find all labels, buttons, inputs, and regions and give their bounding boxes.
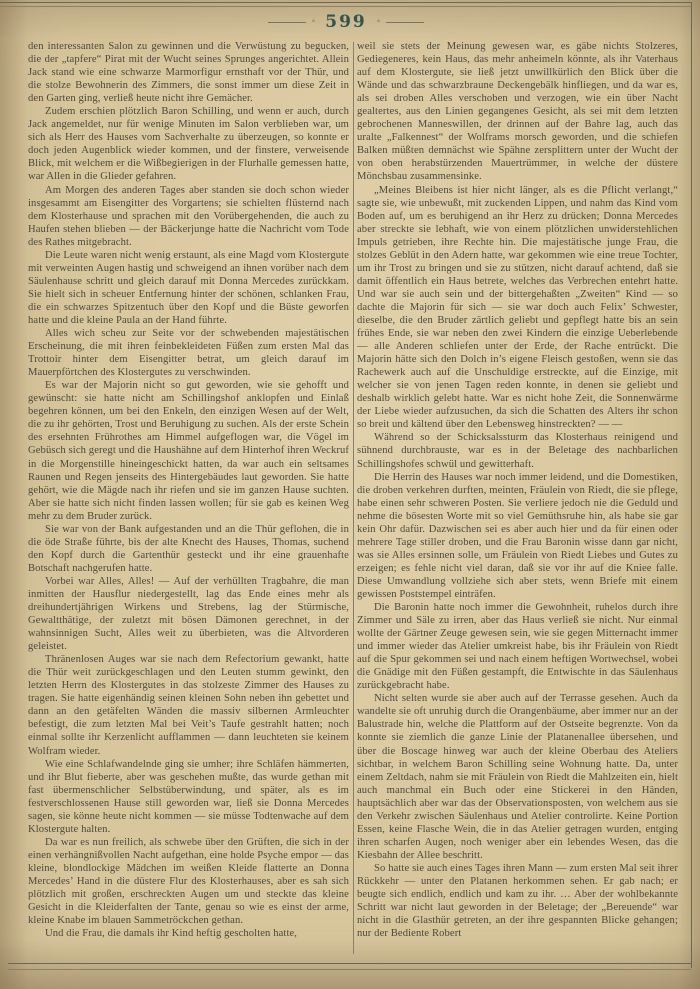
- page-number: 599: [325, 12, 367, 32]
- paragraph: Die Herrin des Hauses war noch immer leidend, und die Domestiken, die droben verkehren durften, meinten, Fräulein von Riedt, die sie pflege, habe einen sehr schweren Posten. Sie verliere jedoch nie die Geduld und nehme die bösesten Worte mit so viel Gemüthsruhe hin, als habe sie gar kein Ohr dafür. Dazwischen sei es aber auch hier und da für einen oder mehrere Tage stiller droben, und die Frau Baronin wisse dann gar nicht, was sie Alles ersinnen solle, um Fräulein von Riedt Liebes und Gutes zu erzeigen; es fehle nicht viel daran, daß sie vor ihr auf die Kniee falle. Diese Umwandlung vollziehe sich aber stets, wenn Briefe mit einem gewissen Poststempel einträfen.: [357, 471, 678, 600]
- paragraph: Die Baronin hatte noch immer die Gewohnheit, ruhelos durch ihre Zimmer und Säle zu irren, aber das Haus verließ sie nicht. Nur einmal wollte der Gärtner Zeuge gewesen sein, wie sie gegen Mitternacht immer und immer wieder das Atelier umkreist habe, bis ihr Fräulein von Riedt auf die Spur gekommen sei und nach einem heftigen Wortwechsel, wobei die Gnädige mit den Füßen gestampft, die Entwischte in das Säulenhaus zurückgebracht habe.: [357, 602, 678, 692]
- paragraph: Es war der Majorin nicht so gut geworden, wie sie gehofft und gewünscht: sie hatte nicht am Schillingshof anklopfen und Einlaß begehren können, um bei den Enkeln, den einzigen Wesen auf der Welt, die zu ihr gehörten, Trost und Beruhigung zu suchen. Als der erste Schein des ersehnten Frührothes am Himmel aufgeflogen war, die Vögel im Gebüsch sich geregt und die Haushähne auf dem Hinterhof ihren Weckruf in die Morgenstille hineingeschickt hatten, da war auch ein seltsames Raunen und Regen jenseits des Hintergebäudes laut geworden. Sie hatte gehört, wie die Mägde nach ihr riefen und sie im ganzen Hause suchten. Aber sie hatte sich nicht finden lassen wollen; für sie gab es keinen Weg mehr zu dem Bruder zurück.: [28, 380, 349, 522]
- ornament-circle-right: ◦: [376, 16, 381, 27]
- top-rule-inner: [0, 6, 692, 7]
- paragraph: Da war es nun freilich, als schwebe über den Grüften, die sich in der einen verhängnißvollen Nacht aufgethan, eine holde Psyche empor — das kleine, blondlockige Mädchen im weißen Kleide flatterte an Donna Mercedes’ Hand in die düstere Flur des Klosterhauses, aber es sah sich plötzlich mit großen, erschreckten Augen um und steckte das kleine Gesicht in die Kleiderfalten der Tante, genau so wie es einst der arme, kleine Knabe im blauen Sammetröckchen gethan.: [28, 836, 349, 927]
- paragraph: So hatte sie auch eines Tages ihren Mann — zum ersten Mal seit ihrer Rückkehr — unter den Platanen herkommen sehen. Er gab nach; er beugte sich endlich, endlich und kam zu ihr. … Aber der wohlbekannte Schritt war nicht laut geworden in der Beletage; der „Bereuende“ war nicht in die Glasthür getreten, an der ihre gespannten Blicke gehangen; nur der Bediente Robert: [357, 862, 678, 940]
- paragraph: Nicht selten wurde sie aber auch auf der Terrasse gesehen. Auch da wandelte sie oft unruhig durch die Orangenbäume, aber immer nur an der Balustrade hin, welche die Plattform auf der Ostseite begrenzte. Von da konnte sie ziemlich die ganze Linie der Platanenallee übersehen, und über die Boscage hinweg war auch der kleine Oberbau des Ateliers sichtbar, in welchem Baron Schilling seine Wohnung hatte. Da, unter einem Zeltdach, nahm sie mit Fräulein von Riedt die Mahlzeiten ein, hielt auch manchmal ein Buch oder eine Stickerei in den Händen, hauptsächlich aber war das der Observationsposten, von welchem aus sie den Verkehr zwischen Säulenhaus und Atelier controlirte. Keine Portion Essen, keine Flasche Wein, die in das Atelier getragen wurden, entging ihren scharfen Augen, noch weniger aber ein lebendes Wesen, das die Kiesbahn der Allee beschritt.: [357, 693, 678, 861]
- paragraph: Wie eine Schlafwandelnde ging sie umher; ihre Schläfen hämmerten, und ihr Blut fieberte, aber was geschehen mußte, das wurde gethan mit fast übermenschlicher Selbstüberwindung, und später, als es im festverschlossenen Hause still geworden war, ließ sie Donna Mercedes sagen, sie könne heute nicht kommen — sie müsse Todtenwache auf dem Klostergute halten.: [28, 758, 349, 835]
- top-rule-outer: [0, 2, 692, 3]
- paragraph: Am Morgen des anderen Tages aber standen sie doch schon wieder insgesammt am Eisengitter des Vorgartens; sie schielten flüsternd nach dem Klosterhause und sprachen mit den Vorübergehenden, die auch zu Haufen stehen blieben — der Bäckerjunge hatte die Nachricht vom Tode des Rathes mitgebracht.: [28, 184, 349, 248]
- paragraph: Sie war von der Bank aufgestanden und an die Thür geflohen, die in die öde Straße führte, bis der alte Knecht des Hauses, Thomas, suchend den Kopf durch die Gartenthür gesteckt und ihr eine grauenhafte Botschaft nachgerufen hatte.: [28, 523, 349, 574]
- paragraph: Und die Frau, die damals ihr Kind heftig gescholten hatte,: [45, 928, 298, 940]
- bottom-rule-outer: [8, 963, 691, 964]
- bottom-rule-inner: [8, 969, 691, 970]
- ornament-dash-right: [386, 22, 424, 23]
- ornament-dash-left: [268, 22, 306, 23]
- text-column-left: [28, 40, 349, 958]
- paragraph: Thränenlosen Auges war sie nach dem Refectorium gewankt, hatte die Thür weit zurückgeschlagen und den Leuten stumm gewinkt, den letzten Herrn des Klostergutes in das stolzeste Zimmer des Hauses zu tragen. Sie hatte eigenhändig seinen kleinen Sohn neben ihn gebettet und dann an den getäfelten Wänden die massiv silbernen Armleuchter befestigt, die zum letzten Mal bei Veit’s Taufe gestrahlt hatten; noch einmal sollte ihr Kerzenlicht aufflammen — dann leuchteten sie keinem Wolfram wieder.: [28, 654, 349, 757]
- paragraph: den interessanten Salon zu gewinnen und die Verwüstung zu begucken, die der „tapfere“ Pirat mit der Wucht seines Sprunges angerichtet. Allein Jack stand wie eine schwarze Marmorfigur ernsthaft vor der Thür, und die stolze Bewohnerin des Zimmers, die sonst immer um diese Zeit in den Garten ging, verließ heute nicht ihre Gemächer.: [28, 41, 349, 105]
- text-body: [28, 40, 678, 958]
- right-edge-rule: [691, 2, 692, 968]
- paragraph: Zudem erschien plötzlich Baron Schilling, und wenn er auch, durch Jack angemeldet, nur für wenige Minuten im Salon verblieben war, um sich als Herr des Hauses vom Sachverhalte zu überzeugen, so konnte er doch jeden Augenblick wieder kommen, und der finstere, verweisende Blick, mit welchem er die Wißbegierigen in der Flurhalle gemessen hatte, war Allen in die Glieder gefahren.: [28, 106, 349, 183]
- paragraph: Während so der Schicksalssturm das Klosterhaus reinigend und sühnend durchbrauste, war es in der Beletage des nachbarlichen Schillingshofes schwül und gewitterhaft.: [357, 432, 678, 470]
- ornament-circle-left: ◦: [311, 16, 316, 27]
- paragraph: Die Leute waren nicht wenig erstaunt, als eine Magd vom Klostergute mit verweinten Augen hastig und schweigend an ihnen vorüber nach dem Säulenhause schritt und gleich darauf mit Donna Mercedes zurückkam. Sie hielt sich in scheuer Entfernung hinter der schönen, schlanken Frau, die ein schwarzes Spitzentuch über den Kopf und die Büste geworfen hatte und die kleine Paula an der Hand führte.: [28, 249, 349, 326]
- paragraph: weil sie stets der Meinung gewesen war, es gäbe nichts Stolzeres, Gediegeneres, kein Haus, das mehr anheimeln könnte, als ihr Vaterhaus auf dem Klostergute, sie ließ jetzt unwillkürlich den Blick über die Wände und das schwarzbraune Deckengebälk hinfliegen, und da war es, als sei droben Alles verschoben und verzogen, wie ein über Nacht gealtertes, aus den Linien gegangenes Gesicht, als sei mit dem letzten gebrochenen Manneswillen, der drinnen auf der Bahre lag, auch das uralte „Falkennest“ der Wolframs morsch geworden, und die schiefen Balken müßten demnächst wie Spähne zersplittern unter der Wucht der von oben herabstürzenden Mauertrümmer, in welche der düstere Mönchsbau zusammensinke.: [357, 41, 678, 183]
- page-header: [0, 12, 692, 32]
- paragraph: Alles wich scheu zur Seite vor der schwebenden majestätischen Erscheinung, die mit ihren feinbekleideten Füßen zum ersten Mal das Trottoir hinter dem Eisengitter betrat, um gleich darauf im Mauerpförtchen des Klostergutes zu verschwinden.: [28, 328, 349, 379]
- column-divider-rule: [353, 42, 354, 954]
- paragraph: Vorbei war Alles, Alles! — Auf der verhüllten Tragbahre, die man inmitten der Hausflur niedergestellt, lag das Ende eines mehr als dreihundertjährigen Wirkens und Strebens, lag der Stürmische, Gewaltthätige, der zuletzt mit bösen Dämonen gerechnet, in der wahnsinnigen Sucht, Alles weit zu überbieten, was die Altvorderen geleistet.: [28, 575, 349, 653]
- text-column-right: [357, 40, 678, 958]
- paragraph: „Meines Bleibens ist hier nicht länger, als es die Pflicht verlangt,“ sagte sie, wie unbewußt, mit zuckenden Lippen, und nahm das Kind vom Boden auf, um es beruhigend an ihr Herz zu drücken; Donna Mercedes aber streckte sie lebhaft, wie von einem plötzlichen unwiderstehlichen Impuls getrieben, ihre Rechte hin. Die majestätische junge Frau, die stolzes Geblüt in den Adern hatte, war gekommen wie eine treue Tochter, um ihr Trost zu bringen und sie zu stützen, nicht darauf achtend, daß sie damit öffentlich ein Haus betrete, welches das Verbrechen entehrt hatte. Und war sie auch sein und der bittergehaßten „Zweiten“ Kind — so dachte die Majorin für sich — sie war doch auch Felix’ Schwester, dieselbe, die den Bruder zärtlich geliebt und gepflegt hatte bis an sein frühes Ende, sie war neben den zwei Kindern die einzige Ueberlebende — alle Anderen schliefen unter der Erde, der Rache entrückt. Die Majorin hätte sich den Dolch in’s eigene Fleisch gestoßen, wenn sie das Rachewerk auch auf die Unschuldige erstreckte, auf die Einzige, mit welcher sie von jenen Tagen reden konnte, in denen sie geliebt und deshalb wirklich gelebt hatte. War es nicht hohe Zeit, die Sonnenwärme der Liebe wieder aufzusuchen, da sich die Schatten des Alters ihr schon so breit und kältend über den Lebensweg hinstreckten? — —: [357, 184, 678, 431]
